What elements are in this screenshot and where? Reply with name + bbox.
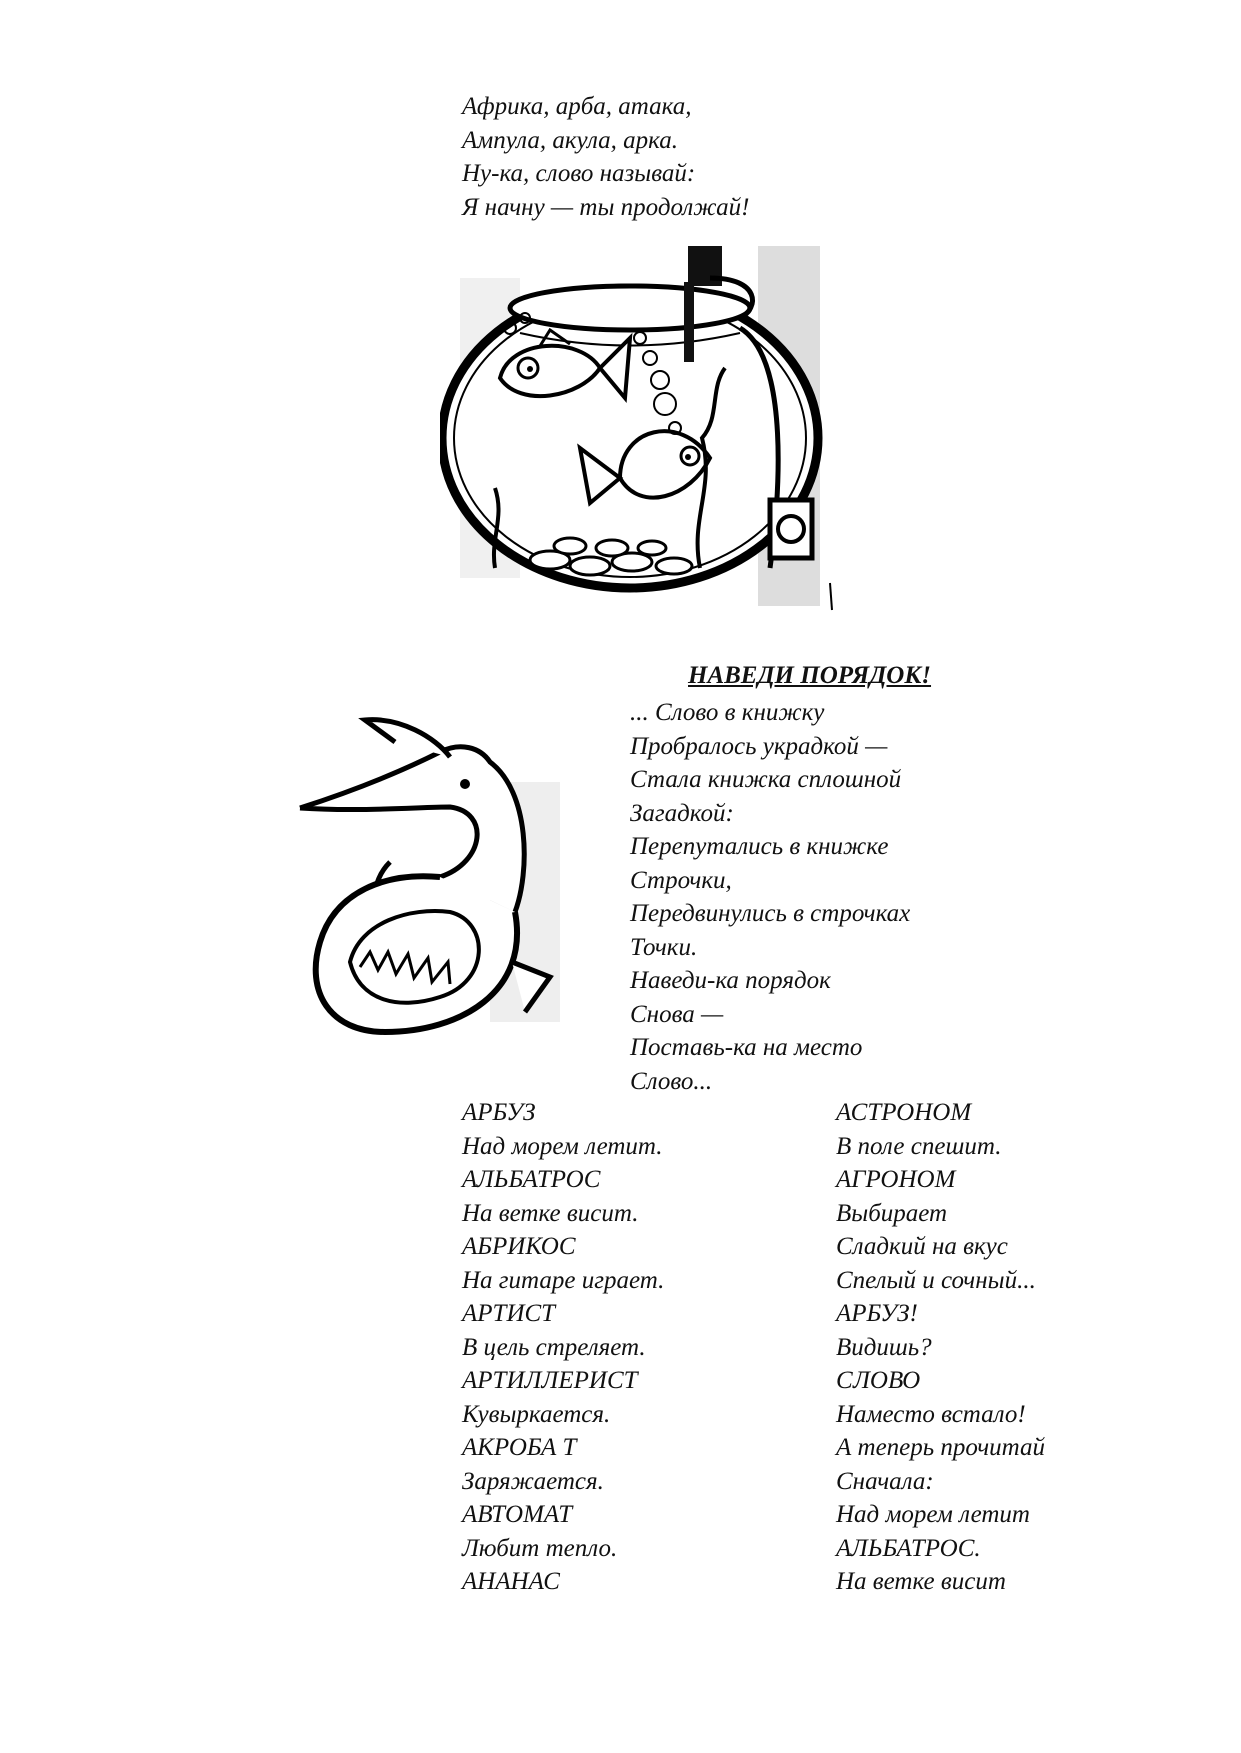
column-line: Наместо встало!	[836, 1400, 1026, 1428]
verse-line: Наведи-ка порядок	[630, 967, 831, 994]
column-line: На ветке висит.	[462, 1199, 639, 1227]
verse-line: Перепутались в книжке	[630, 833, 889, 860]
shark-illustration	[290, 712, 620, 1072]
column-line: Кувыркается.	[462, 1400, 611, 1428]
verse-line: Поставь-ка на место	[630, 1034, 863, 1061]
column-line: На ветке висит	[836, 1568, 1006, 1595]
column-line: Сладкий на вкус	[836, 1233, 1008, 1260]
verse-line: Передвинулись в строчках	[630, 900, 911, 927]
column-line: АВТОМАТ	[462, 1501, 573, 1528]
column-line: Спелый и сочный...	[836, 1266, 1036, 1294]
column-line: АЛЬБАТРОС	[462, 1166, 601, 1193]
column-line: А теперь прочитай	[836, 1434, 1046, 1461]
verse-line: Загадкой:	[630, 799, 734, 827]
column-line: АКРОБА Т	[462, 1434, 577, 1461]
column-line: АРБУЗ	[462, 1099, 536, 1126]
column-line: Над морем летит.	[462, 1132, 663, 1160]
column-line: Любит тепло.	[462, 1534, 618, 1562]
aquarium-illustration	[440, 238, 860, 618]
column-line: В цель стреляет.	[462, 1333, 646, 1361]
column-line: АРБУЗ!	[836, 1300, 918, 1327]
verse-line: Слово...	[630, 1067, 713, 1095]
verse-line: Ампула, акула, арка.	[462, 126, 679, 154]
verse-line: Стала книжка сплошной	[630, 766, 902, 793]
verse-line: ... Слово в книжку	[630, 699, 825, 726]
column-line: На гитаре играет.	[462, 1266, 665, 1294]
column-line: АРТИСТ	[462, 1300, 556, 1327]
puzzle-title: НАВЕДИ ПОРЯДОК!	[688, 662, 932, 689]
column-line: Над морем летит	[836, 1501, 1030, 1528]
column-line: АРТИЛЛЕРИСТ	[462, 1367, 638, 1394]
column-line: АЛЬБАТРОС.	[836, 1534, 981, 1562]
column-line: В поле спешит.	[836, 1132, 1002, 1160]
column-line: АБРИКОС	[462, 1233, 576, 1260]
verse-line: Я начну — ты продолжай!	[462, 193, 750, 221]
verse-line: Ну-ка, слово называй:	[462, 160, 696, 187]
riddle-verse	[630, 696, 910, 1098]
right-column	[836, 1096, 1045, 1599]
verse-line: Снова —	[630, 1000, 724, 1028]
column-line: Сначала:	[836, 1467, 934, 1495]
column-line: Выбирает	[836, 1199, 948, 1227]
verse-line: Африка, арба, атака,	[462, 93, 692, 120]
left-column	[462, 1096, 664, 1599]
verse-line: Точки.	[630, 933, 698, 961]
verse-line: Пробралось украдкой —	[630, 732, 888, 760]
intro-verse	[462, 90, 750, 224]
column-line: Видишь?	[836, 1333, 932, 1361]
column-line: Заряжается.	[462, 1467, 604, 1495]
column-line: СЛОВО	[836, 1367, 921, 1394]
column-line: АСТРОНОМ	[836, 1099, 972, 1126]
verse-line: Строчки,	[630, 866, 732, 894]
column-line: АГРОНОМ	[836, 1166, 956, 1193]
column-line: АНАНАС	[462, 1568, 560, 1595]
